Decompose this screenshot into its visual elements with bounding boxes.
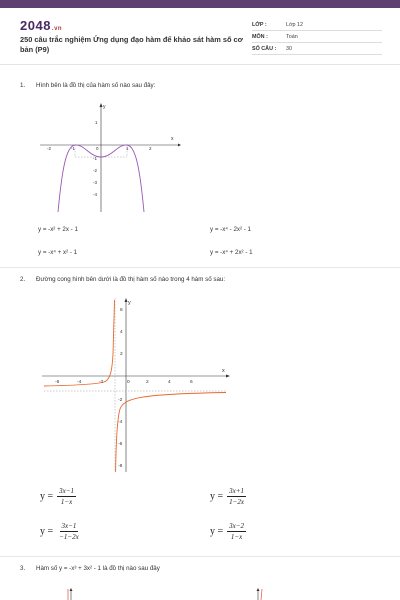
q1-option-b[interactable]: y = -x⁴ - 2x² - 1: [210, 226, 251, 233]
q2-ytick: -4: [118, 420, 123, 425]
page-title: 250 câu trắc nghiệm Ứng dụng đạo hàm để khảo sát hàm số cơ bản (P9): [20, 35, 243, 54]
question-2: 2. Đường cong hình bên dưới là đồ thị hàm số nào trong 4 hàm số sau:: [20, 276, 226, 283]
q1-ytick: 1: [95, 120, 98, 125]
q1-xtick: -1: [71, 146, 76, 151]
q2-axis-x-label: x: [222, 368, 225, 374]
q1-xtick: 0: [96, 146, 99, 151]
q3-graph-b-partial: [252, 587, 272, 600]
q2-ytick: -2: [118, 398, 123, 403]
q3-graph-a-partial: [65, 587, 85, 600]
q2-xtick: 2: [146, 380, 149, 385]
q1-option-d[interactable]: y = -x⁴ + 2x² - 1: [210, 249, 253, 256]
q1-xtick: -2: [47, 146, 52, 151]
q1-ytick: -1: [93, 156, 98, 161]
question-1-graph: [38, 100, 183, 215]
q1-xtick: 1: [126, 146, 129, 151]
meta-grade: LỚP : Lớp 12: [252, 19, 382, 31]
q2-xtick: -4: [77, 380, 82, 385]
q2-option-d[interactable]: y = $\frac{3x-2}{1-x}$: [210, 522, 244, 541]
q2-ytick: 4: [120, 330, 123, 335]
document-header: [0, 8, 400, 65]
divider: [0, 556, 400, 557]
q1-ytick: -2: [93, 168, 98, 173]
q2-option-c[interactable]: y = $\frac{3x-1}{-1-2x}$: [40, 522, 79, 541]
q2-option-a[interactable]: y = $\frac{3x-1}{1-x}$: [40, 487, 74, 506]
q2-xtick: 4: [168, 380, 171, 385]
divider: [0, 267, 400, 268]
site-logo[interactable]: 2048.vn: [20, 18, 63, 33]
q2-ytick: 6: [120, 308, 123, 313]
q2-xtick: -2: [99, 380, 104, 385]
q2-ytick: -8: [118, 464, 123, 469]
q1-ytick: -4: [93, 192, 98, 197]
q1-axis-y-label: y: [103, 104, 106, 110]
q1-axis-x-label: x: [171, 136, 174, 142]
q1-ytick: -3: [93, 180, 98, 185]
q2-axis-y-label: y: [128, 300, 131, 306]
question-1: 1. Hình bên là đồ thị của hàm số nào sau đây:: [20, 82, 156, 89]
meta-subject: MÔN : Toán: [252, 31, 382, 43]
q2-curve-left: [44, 300, 115, 386]
top-accent-bar: [0, 0, 400, 8]
q2-xtick: 0: [127, 380, 130, 385]
q2-xtick: 6: [190, 380, 193, 385]
meta-count: SỐ CÂU : 30: [252, 43, 382, 55]
q2-ytick: -6: [118, 442, 123, 447]
q1-option-c[interactable]: y = -x⁴ + x² - 1: [38, 249, 78, 256]
q2-ytick: 2: [120, 352, 123, 357]
q2-curve-right: [116, 393, 226, 473]
q1-option-a[interactable]: y = -x² + 2x - 1: [38, 226, 78, 233]
q2-option-b[interactable]: y = $\frac{3x+1}{1-2x}$: [210, 487, 244, 506]
document-meta: [252, 19, 382, 55]
q2-xtick: -6: [55, 380, 60, 385]
q1-xtick: 2: [149, 146, 152, 151]
question-2-graph: [40, 294, 240, 474]
question-3: 3. Hàm số y = -x³ + 3x² - 1 là đồ thị nào sau đây: [20, 565, 160, 572]
